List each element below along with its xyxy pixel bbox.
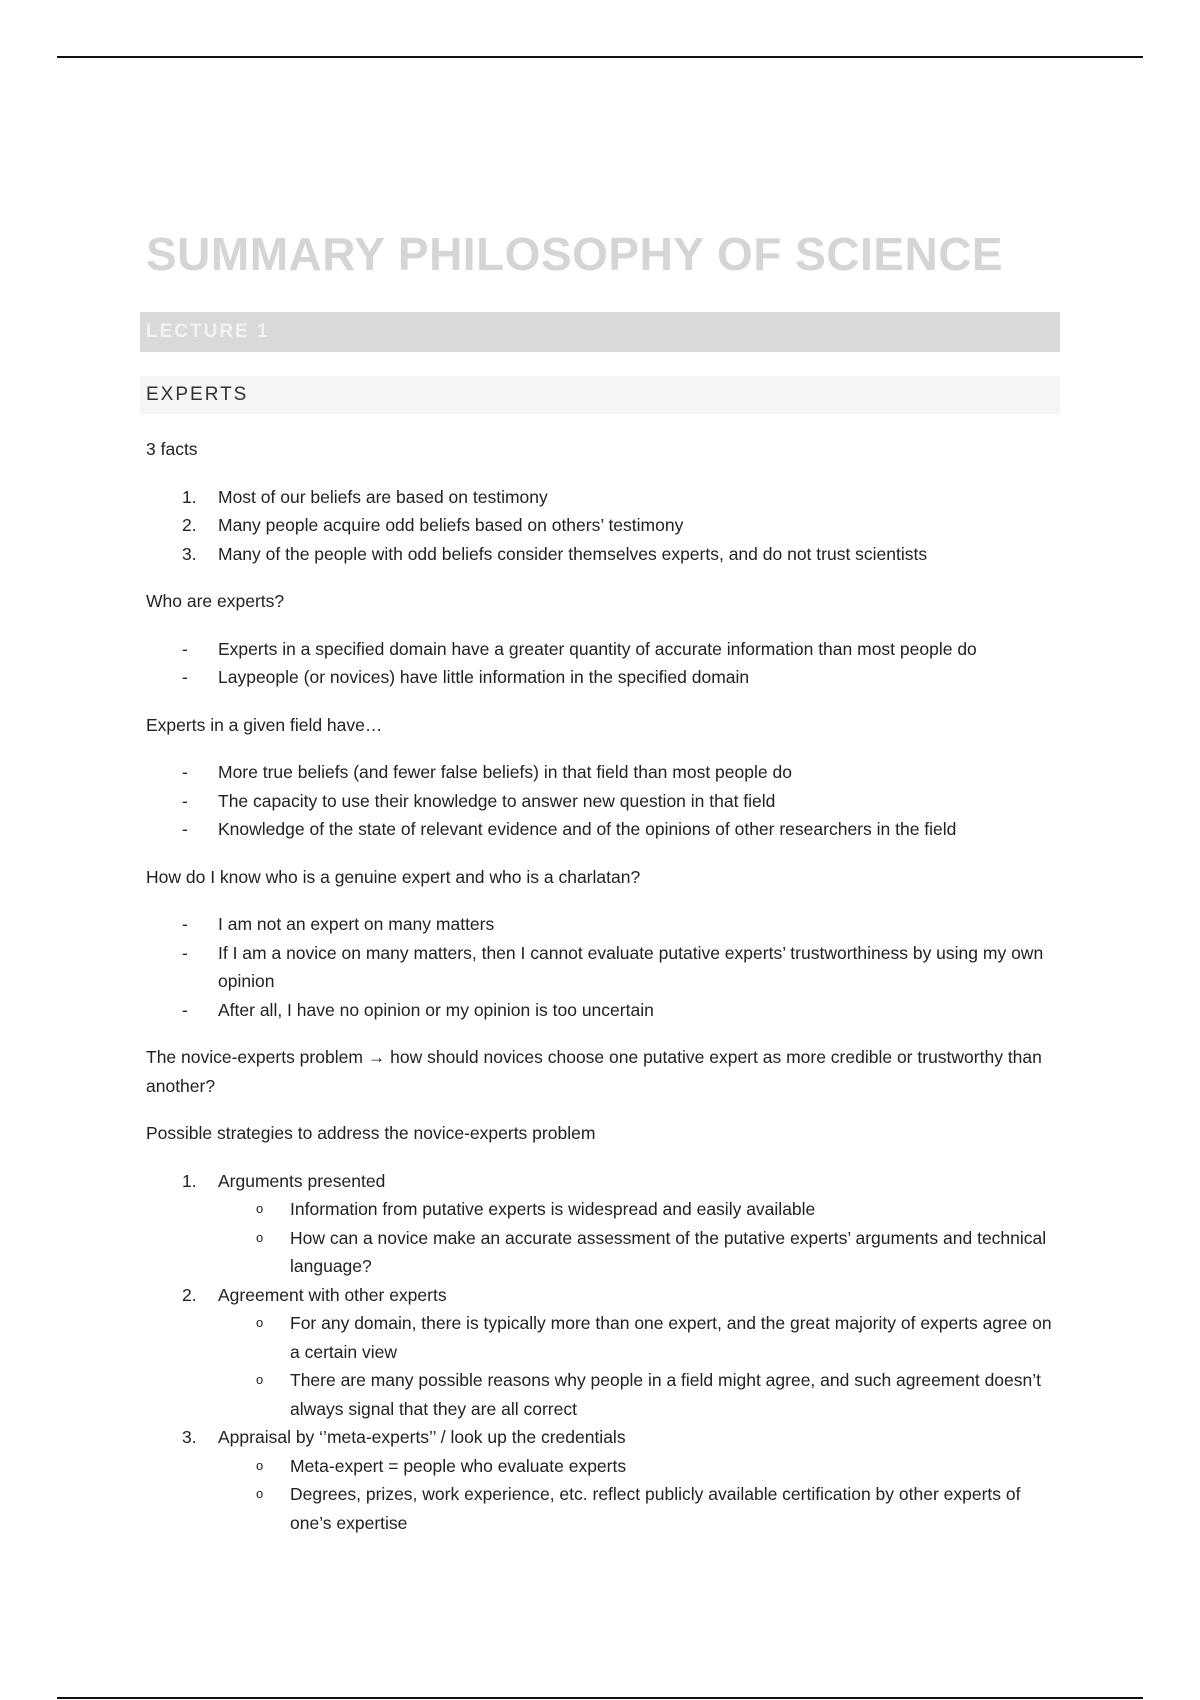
list-item-text: More true beliefs (and fewer false beliefs) in that field than most people do [218,762,792,782]
document-body [146,222,1060,1537]
heading-experts: EXPERTS [140,376,1060,414]
list-number: 1. [182,486,197,507]
novice-experts-problem: The novice-experts problem → how should novices choose one putative expert as more credible or trustworthy than another? [146,1047,1042,1096]
list-item [146,635,1060,664]
sub-list-item [218,1309,1060,1366]
who-intro: Who are experts? [146,591,285,611]
sub-list [218,1309,1060,1423]
list-dash: - [182,638,188,659]
sub-list-item-text: There are many possible reasons why people in a field might agree, and such agreement doesn’t always signal that they are all correct [290,1370,1041,1419]
list-item [146,511,1060,540]
list-item [146,1167,1060,1281]
document-title: SUMMARY PHILOSOPHY OF SCIENCE [146,228,1004,280]
sub-list-item-text: For any domain, there is typically more than one expert, and the great majority of experts agree on a certain view [290,1313,1052,1362]
list-item-text: Appraisal by ‘’meta-experts’’ / look up the credentials [218,1427,626,1447]
circle-bullet-icon: o [256,1486,264,1501]
list-item-text: Laypeople (or novices) have little information in the specified domain [218,667,750,687]
list-number: 2. [182,1284,197,1305]
facts-intro: 3 facts [146,439,198,459]
list-item-text: Knowledge of the state of relevant evidence and of the opinions of other researchers in the field [218,819,957,839]
list-item-text: I am not an expert on many matters [218,914,495,934]
sub-list [218,1452,1060,1538]
list-dash: - [182,819,188,839]
list-item-text: Agreement with other experts [218,1284,447,1305]
list-item [146,1423,1060,1537]
circle-bullet-icon: o [256,1457,264,1473]
list-item-text: After all, I have no opinion or my opinion is too uncertain [218,999,654,1020]
sub-list [218,1195,1060,1281]
list-item [146,815,1060,844]
list-item [146,758,1060,787]
sub-list-item [218,1195,1060,1224]
list-dash: - [182,999,188,1020]
list-item [146,910,1060,939]
list-item-text: Many people acquire odd beliefs based on others’ testimony [218,515,684,535]
sub-list-item-text: Degrees, prizes, work experience, etc. reflect publicly available certification by other experts of one’s expertise [290,1484,1021,1533]
list-item [146,1281,1060,1424]
sub-list-item [218,1366,1060,1423]
list-item-text: The capacity to use their knowledge to answer new question in that field [218,790,776,811]
who-list [146,635,1060,692]
strategies-list [146,1167,1060,1538]
list-item-text: Many of the people with odd beliefs consider themselves experts, and do not trust scientists [218,543,928,564]
strategies-intro: Possible strategies to address the novice-experts problem [146,1123,596,1143]
list-item-text: If I am a novice on many matters, then I cannot evaluate putative experts’ trustworthiness by using my own opinion [218,942,1044,991]
circle-bullet-icon: o [256,1315,264,1330]
sub-list-item [218,1452,1060,1481]
list-item-text: Most of our beliefs are based on testimony [218,486,548,507]
sub-list-item-text: Meta-expert = people who evaluate experts [290,1455,627,1476]
have-list [146,758,1060,844]
list-item-text: Arguments presented [218,1170,386,1191]
facts-list [146,483,1060,569]
list-item-text: Experts in a specified domain have a greater quantity of accurate information than most people do [218,638,977,659]
list-number: 1. [182,1170,197,1191]
page-top-rule [57,56,1143,58]
list-dash: - [182,762,188,782]
heading-lecture: LECTURE 1 [140,312,1060,352]
sub-list-item [218,1480,1060,1537]
list-item [146,663,1060,692]
circle-bullet-icon: o [256,1229,264,1245]
list-item [146,996,1060,1025]
circle-bullet-icon: o [256,1201,264,1216]
list-dash: - [182,942,188,963]
list-dash: - [182,914,188,934]
list-dash: - [182,667,188,687]
have-intro: Experts in a given field have… [146,714,383,735]
sub-list-item-text: Information from putative experts is widespread and easily available [290,1199,816,1219]
list-item [146,939,1060,996]
charlatan-list [146,910,1060,1024]
charlatan-intro: How do I know who is a genuine expert and who is a charlatan? [146,866,641,887]
page-bottom-rule [57,1697,1143,1699]
sub-list-item [218,1224,1060,1281]
list-dash: - [182,790,188,811]
sub-list-item-text: How can a novice make an accurate assessment of the putative experts’ arguments and technical language? [290,1227,1047,1276]
list-number: 2. [182,515,197,535]
list-item [146,483,1060,512]
list-number: 3. [182,1427,197,1447]
list-item [146,540,1060,569]
list-number: 3. [182,543,197,564]
circle-bullet-icon: o [256,1372,264,1387]
list-item [146,787,1060,816]
